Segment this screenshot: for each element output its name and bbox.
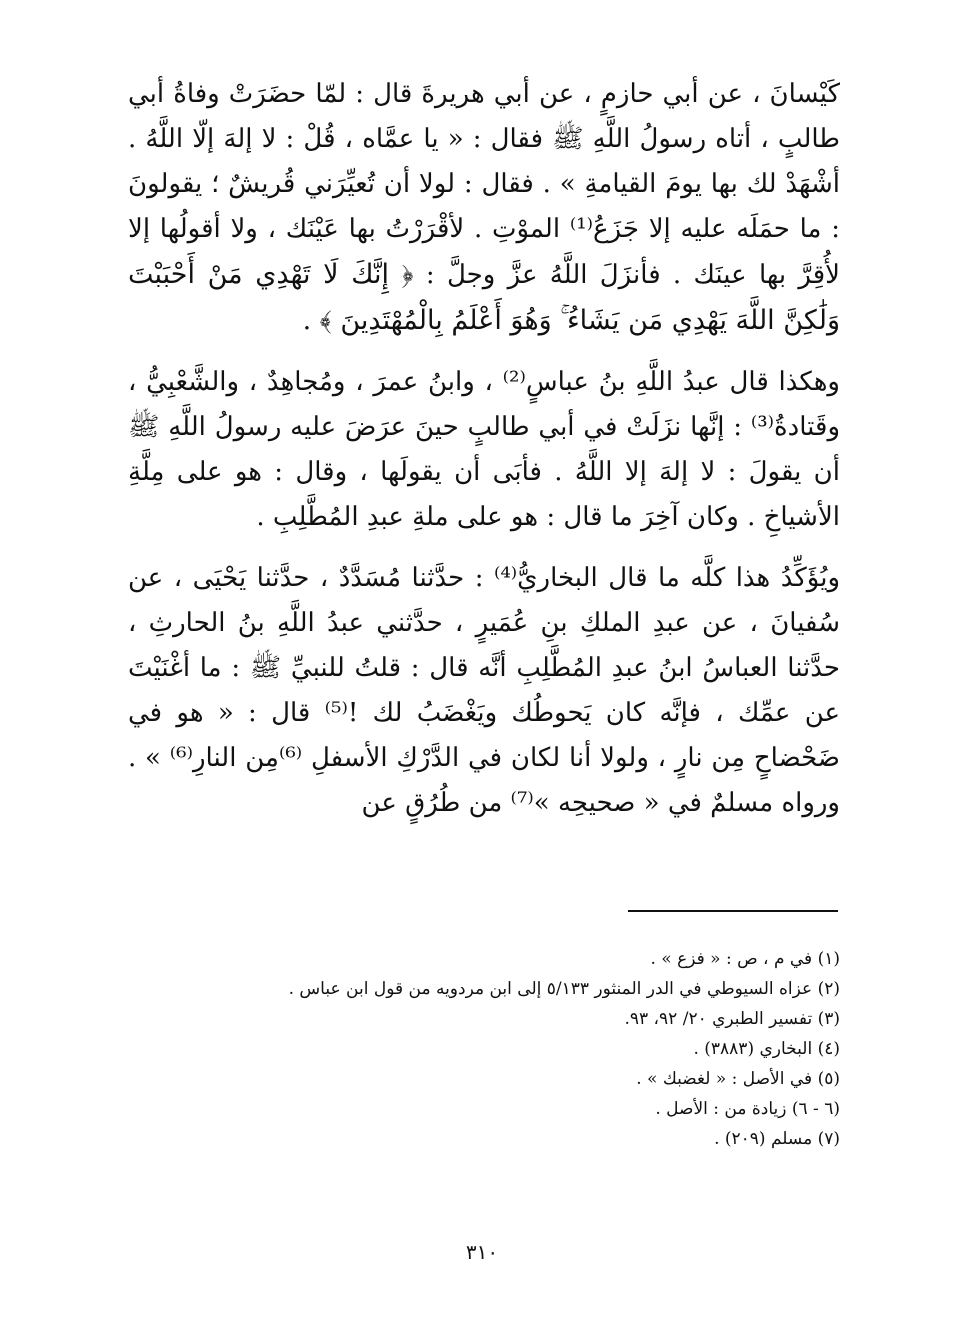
paragraph-bukhari: ويُؤَكِّدُ هذا كلَّه ما قال البخاريُّ⁽⁴⁾ : حدَّثنا مُسَدَّدٌ ، حدَّثنا يَحْيَى ، عن سُفيانَ ، عن عبدِ الملكِ بنِ عُمَيرٍ ، حدَّثني عبدُ اللَّهِ بنُ الحارثِ ، حدَّثنا العباسُ ابنُ عبدِ المُطَّلِبِ أنَّه قال : قلتُ للنبيِّ ﷺ : ما أغْنَيْتَ عن عمِّك ، فإنَّه كان يَحوطُك ويَغْضَبُ لك !⁽⁵⁾ قال : « هو في ضَحْضاحٍ مِن نارٍ ، ولولا أنا لكان في الدَّرْكِ الأسفلِ ⁽⁶⁾مِن النارِ⁽⁶⁾ » . ورواه مسلمٌ في « صحيحِه »⁽⁷⁾ من طُرُقٍ عن xyxy=(128,563,841,818)
quran-verse: ﴿ إِنَّكَ لَا تَهْدِي مَنْ أَحْبَبْتَ وَلَٰكِنَّ اللَّهَ يَهْدِي مَن يَشَاءُ ۚ وَهُوَ أَعْلَمُ بِالْمُهْتَدِينَ ﴾ . xyxy=(128,259,840,336)
footnote-6: (٦ - ٦) زيادة من : الأصل . xyxy=(655,1099,840,1119)
paragraph-tafsir: وهكذا قال عبدُ اللَّهِ بنُ عباسٍ⁽²⁾ ، وابنُ عمرَ ، ومُجاهِدٌ ، والشَّعْبِيُّ ، وقَتادةُ⁽³⁾ : إنَّها نزَلَتْ في أبي طالبٍ حينَ عرَضَ عليه رسولُ اللَّهِ ﷺ أن يقولَ : لا إلهَ إلا اللَّهُ . فأبَى أن يقولَها ، وقال : هو على مِلَّةِ الأشياخِ . وكان آخِرَ ما قال : هو على ملةِ عبدِ المُطَّلِبِ . xyxy=(128,367,840,532)
footnote-5: (٥) في الأصل : « لغضبك » . xyxy=(636,1069,840,1089)
page-number: ٣١٠ xyxy=(465,1240,499,1264)
main-text xyxy=(128,72,840,842)
paragraph-hadith xyxy=(128,72,840,344)
paragraph-text: كَيْسانَ ، عن أبي حازمٍ ، عن أبي هريرةَ قال : لمّا حضَرَتْ وفاةُ أبي طالبٍ ، أتاه رسولُ اللَّهِ ﷺ فقال : « يا عمَّاه ، قُلْ : لا إلهَ إلّا اللَّهُ . أشْهَدْ لك بها يومَ القيامةِ » . فقال : لولا أن تُعيِّرَني قُريشٌ ؛ يقولونَ : ما حمَلَه عليه إلا جَزَعُ⁽¹⁾ الموْتِ . لأقْرَرْتُ بها عَيْنَك ، ولا أقولُها إلا لأُقِرَّ بها عينَك . فأنزَلَ اللَّهُ عزَّ وجلَّ : xyxy=(128,79,841,290)
footnote-7: (٧) مسلم (٢٠٩) . xyxy=(714,1129,840,1149)
footnote-1: (١) في م ، ص : « فزع » . xyxy=(650,949,840,969)
footnote-3: (٣) تفسير الطبري ٢٠/ ٩٢، ٩٣. xyxy=(624,1009,840,1029)
footnote-4: (٤) البخاري (٣٨٨٣) . xyxy=(693,1039,840,1059)
footnote-separator xyxy=(628,910,838,912)
footnotes xyxy=(128,944,840,1154)
footnote-2: (٢) عزاه السيوطي في الدر المنثور ٥/١٣٣ إلى ابن مردويه من قول ابن عباس . xyxy=(288,979,840,999)
